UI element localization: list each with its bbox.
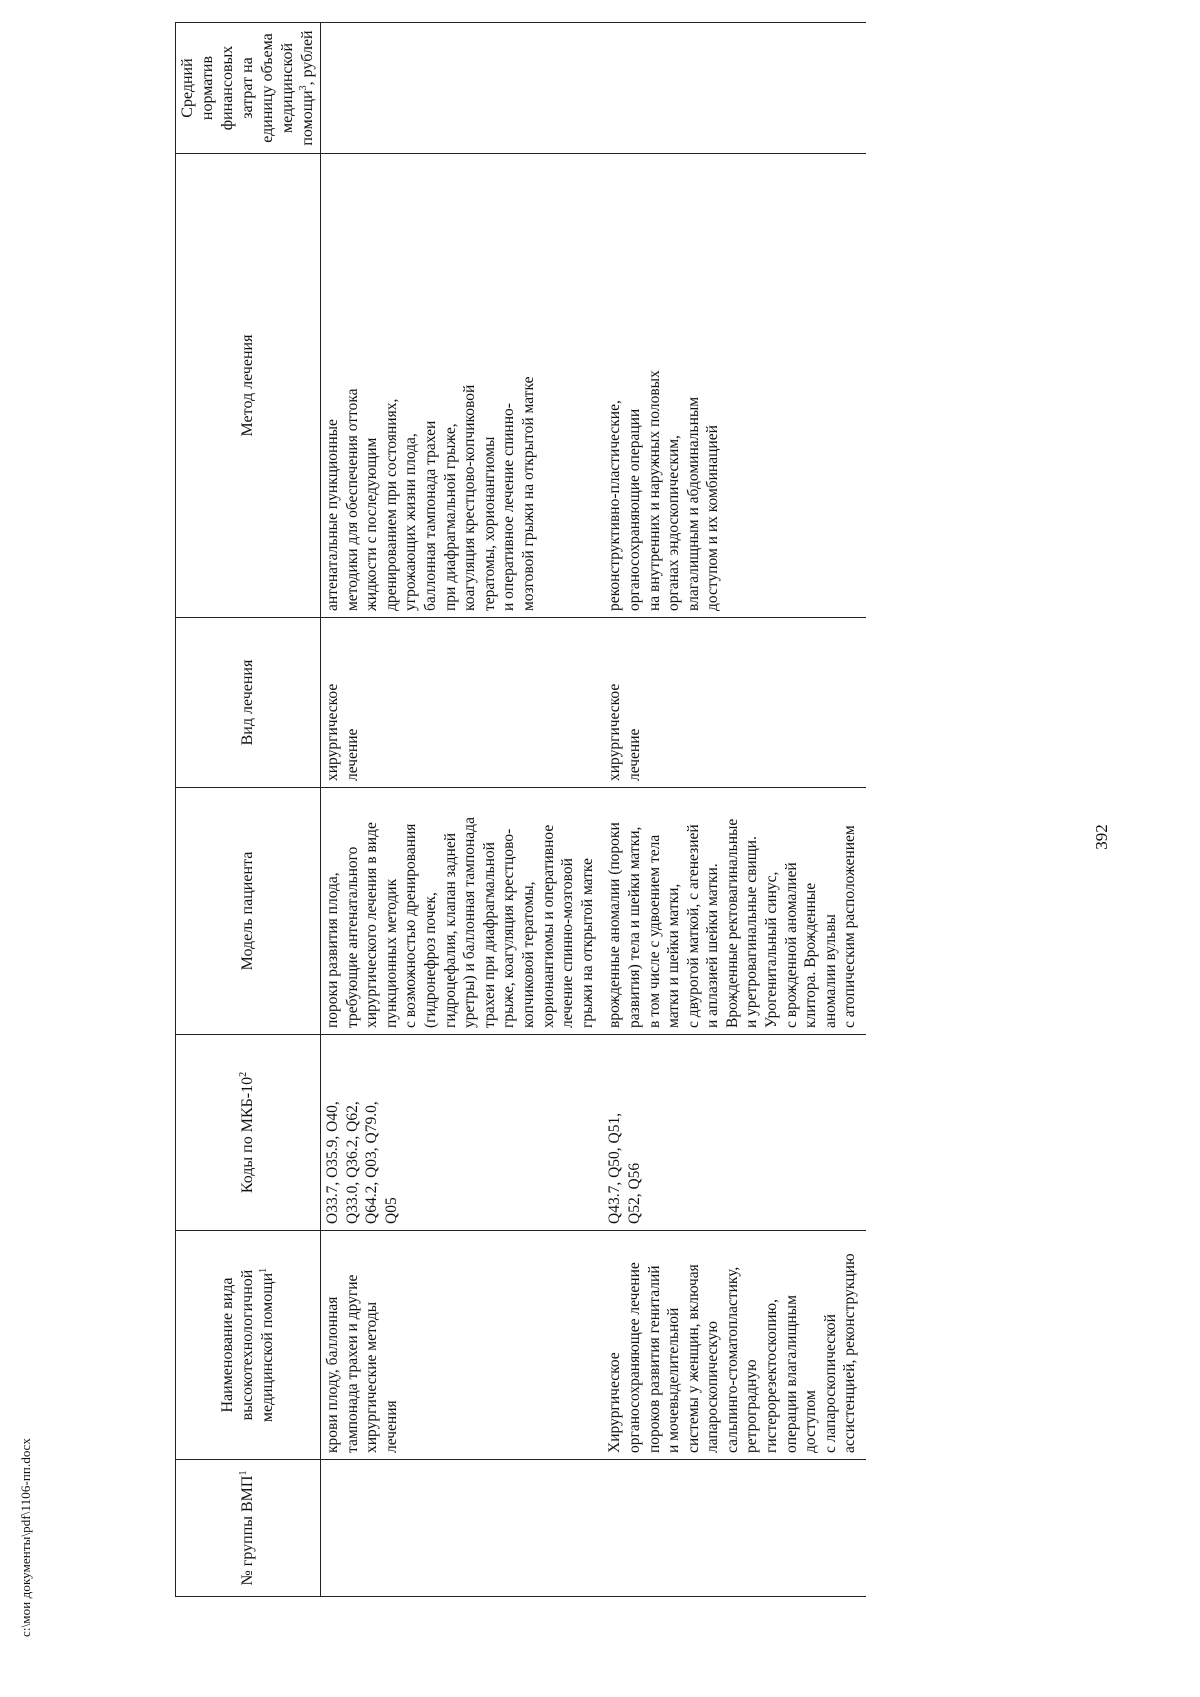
cell-icd-codes [603,1035,866,1231]
header-group-no [176,1460,321,1597]
cell-text-line: крови плоду, баллонная [324,1296,341,1453]
cell-text-line: лечение [625,728,643,781]
cell-text-line: лечения [382,1400,400,1453]
cell-text-line: Q52, Q56 [625,1162,643,1224]
table-header-row [176,23,321,1597]
cell-text-line: при диафрагмальной грыже, [441,423,459,611]
header-patient-model [176,788,321,1035]
cell-text-line: тератомы, хорионангиомы [480,436,498,611]
cell-text-line: тампонада трахеи и другие [343,1274,361,1453]
header-cost-norm-suffix: , рублей [299,30,316,86]
cell-text-line: аномалии вульвы [821,914,839,1028]
cell-treatment-type [321,618,604,788]
footnote-marker: 1 [238,1470,249,1476]
cell-text-line: сальпинго-стоматопластику, [723,1266,741,1453]
cell-text-line: жидкости с последующим [363,437,381,611]
header-cost-norm [176,23,321,154]
cell-cost-norm [321,23,604,154]
table-row [603,23,866,1597]
cell-vmp-name [603,1231,866,1460]
cell-text-line: влагалищным и абдоминальным [684,396,702,611]
header-icd-codes-text: Коды по МКБ-10 [239,1076,256,1194]
cell-text-line: с врожденной аномалией [782,862,800,1028]
cell-text-line: Урогенитальный синус, [763,871,781,1028]
cell-text-line: требующие антенатального [343,846,361,1028]
header-group-no-text: № группы ВМП [239,1475,256,1586]
cell-text-line: и аплазией шейки матки. [704,863,722,1028]
cell-text-line: пороков развития гениталий [645,1265,663,1453]
cell-text-line: пункционных методик [382,878,400,1028]
cell-text-line: хирургические методы [363,1301,381,1453]
cell-text-line: (гидронефроз почек, [421,892,439,1028]
header-vmp-name [176,1231,321,1460]
header-treatment-method [176,154,321,618]
cell-text-line: копчиковой тератомы, [519,881,537,1028]
header-vmp-name-text: Наименование вида высокотехнологичной медицинской помощи [219,1269,276,1423]
cell-text-line: грыжи на открытой матке [578,858,596,1028]
cell-text-line: Q64.2, Q03, Q79.0, [363,1101,381,1224]
cell-text-line: на внутренних и наружных половых [645,370,663,611]
cell-text-line: ассистенцией, реконструкцию [841,1253,859,1453]
cell-text-line: врожденные аномалии (пороки [606,822,624,1028]
cell-text-line: Врожденные ректовагинальные [723,818,741,1028]
cell-treatment-type [603,618,866,788]
cell-text-line: и мочевыделительной [665,1307,683,1453]
cell-text-line: органосохраняющие операции [625,408,643,611]
footnote-marker: 1 [258,1267,269,1273]
cell-text-line: методики для обеспечения оттока [343,388,361,611]
cell-text-line: коагуляция крестцово-копчиковой [461,384,479,611]
page-number: 392 [1092,824,1111,850]
header-cost-norm-text: Средний норматив финансовых затрат на единицу объема медицинской помощи [179,33,316,146]
cell-text-line: с лапароскопической [821,1314,839,1453]
cell-text-line: клитора. Врожденные [802,882,820,1028]
cell-text-line: гистерорезектоскопию, [763,1299,781,1453]
cell-text-line: Q33.0, Q36.2, Q62, [343,1101,361,1224]
cell-group-no [321,1460,604,1597]
cell-icd-codes [321,1035,604,1231]
header-treatment-method-text: Метод лечения [239,334,256,437]
cell-text-line: хирургическое [324,683,341,781]
cell-text-line: системы у женщин, включая [684,1264,702,1453]
footnote-marker: 3 [298,85,309,91]
cell-group-no [603,1460,866,1597]
cell-text-line: развития) тела и шейки матки, [625,826,643,1028]
cell-text-line: лапароскопическую [704,1320,722,1453]
cell-text-line: лечение спинно-мозговой [559,858,577,1028]
vmp-table [175,22,866,1597]
cell-text-line: мозговой грыжи на открытой матке [519,376,537,611]
header-patient-model-text: Модель пациента [239,851,256,971]
cell-text-line: и уретровагинальные свищи. [743,836,761,1028]
footnote-marker: 2 [238,1071,249,1077]
header-icd-codes [176,1035,321,1231]
cell-text-line: органах эндоскопическим, [665,435,683,611]
header-treatment-type [176,618,321,788]
cell-text-line: дренированием при состояниях, [382,398,400,611]
cell-text-line: угрожающих жизни плода, [402,433,420,611]
cell-vmp-name [321,1231,604,1460]
cell-text-line: органосохраняющее лечение [625,1262,643,1453]
cell-patient-model [321,788,604,1035]
cell-text-line: хирургическое [606,683,624,781]
cell-text-line: O33.7, O35.9, O40, [324,1101,341,1224]
cell-text-line: ретроградную [743,1359,761,1453]
cell-text-line: Хирургическое [606,1352,624,1453]
cell-text-line: в том числе с удвоением тела [645,834,663,1028]
cell-text-line: Q43.7, Q50, Q51, [606,1112,624,1224]
cell-text-line: грыже, коагуляция крестцово- [500,828,518,1028]
footer-file-path: c:\мои документы\pdf\1106-пп.docx [18,1437,33,1637]
cell-text-line: лечение [343,728,361,781]
header-treatment-type-text: Вид лечения [239,659,256,746]
cell-text-line: с возможностью дренирования [402,823,420,1028]
cell-text-line: операции влагалищным [782,1295,800,1453]
cell-text-line: с атопическим расположением [841,825,859,1028]
cell-text-line: реконструктивно-пластические, [606,400,624,611]
table-row [321,23,604,1597]
cell-text-line: гидроцефалия, клапан задней [441,832,459,1028]
cell-treatment-method [603,154,866,618]
cell-cost-norm [603,23,866,154]
cell-text-line: Q05 [382,1197,400,1224]
cell-text-line: уретры) и баллонная тампонада [461,817,479,1028]
cell-text-line: хирургического лечения в виде [363,822,381,1028]
cell-text-line: матки и шейки матки, [665,883,683,1028]
cell-text-line: пороки развития плода, [324,872,341,1028]
cell-text-line: доступом [802,1390,820,1453]
cell-text-line: баллонная тампонада трахеи [421,420,439,611]
cell-treatment-method [321,154,604,618]
cell-patient-model [603,788,866,1035]
cell-text-line: антенатальные пункционные [324,419,341,611]
cell-text-line: с двурогой маткой, с агенезией [684,824,702,1028]
cell-text-line: доступом и их комбинацией [704,425,722,611]
cell-text-line: хорионангиомы и оперативное [539,824,557,1028]
cell-text-line: и оперативное лечение спинно- [500,403,518,611]
cell-text-line: трахеи при диафрагмальной [480,842,498,1028]
